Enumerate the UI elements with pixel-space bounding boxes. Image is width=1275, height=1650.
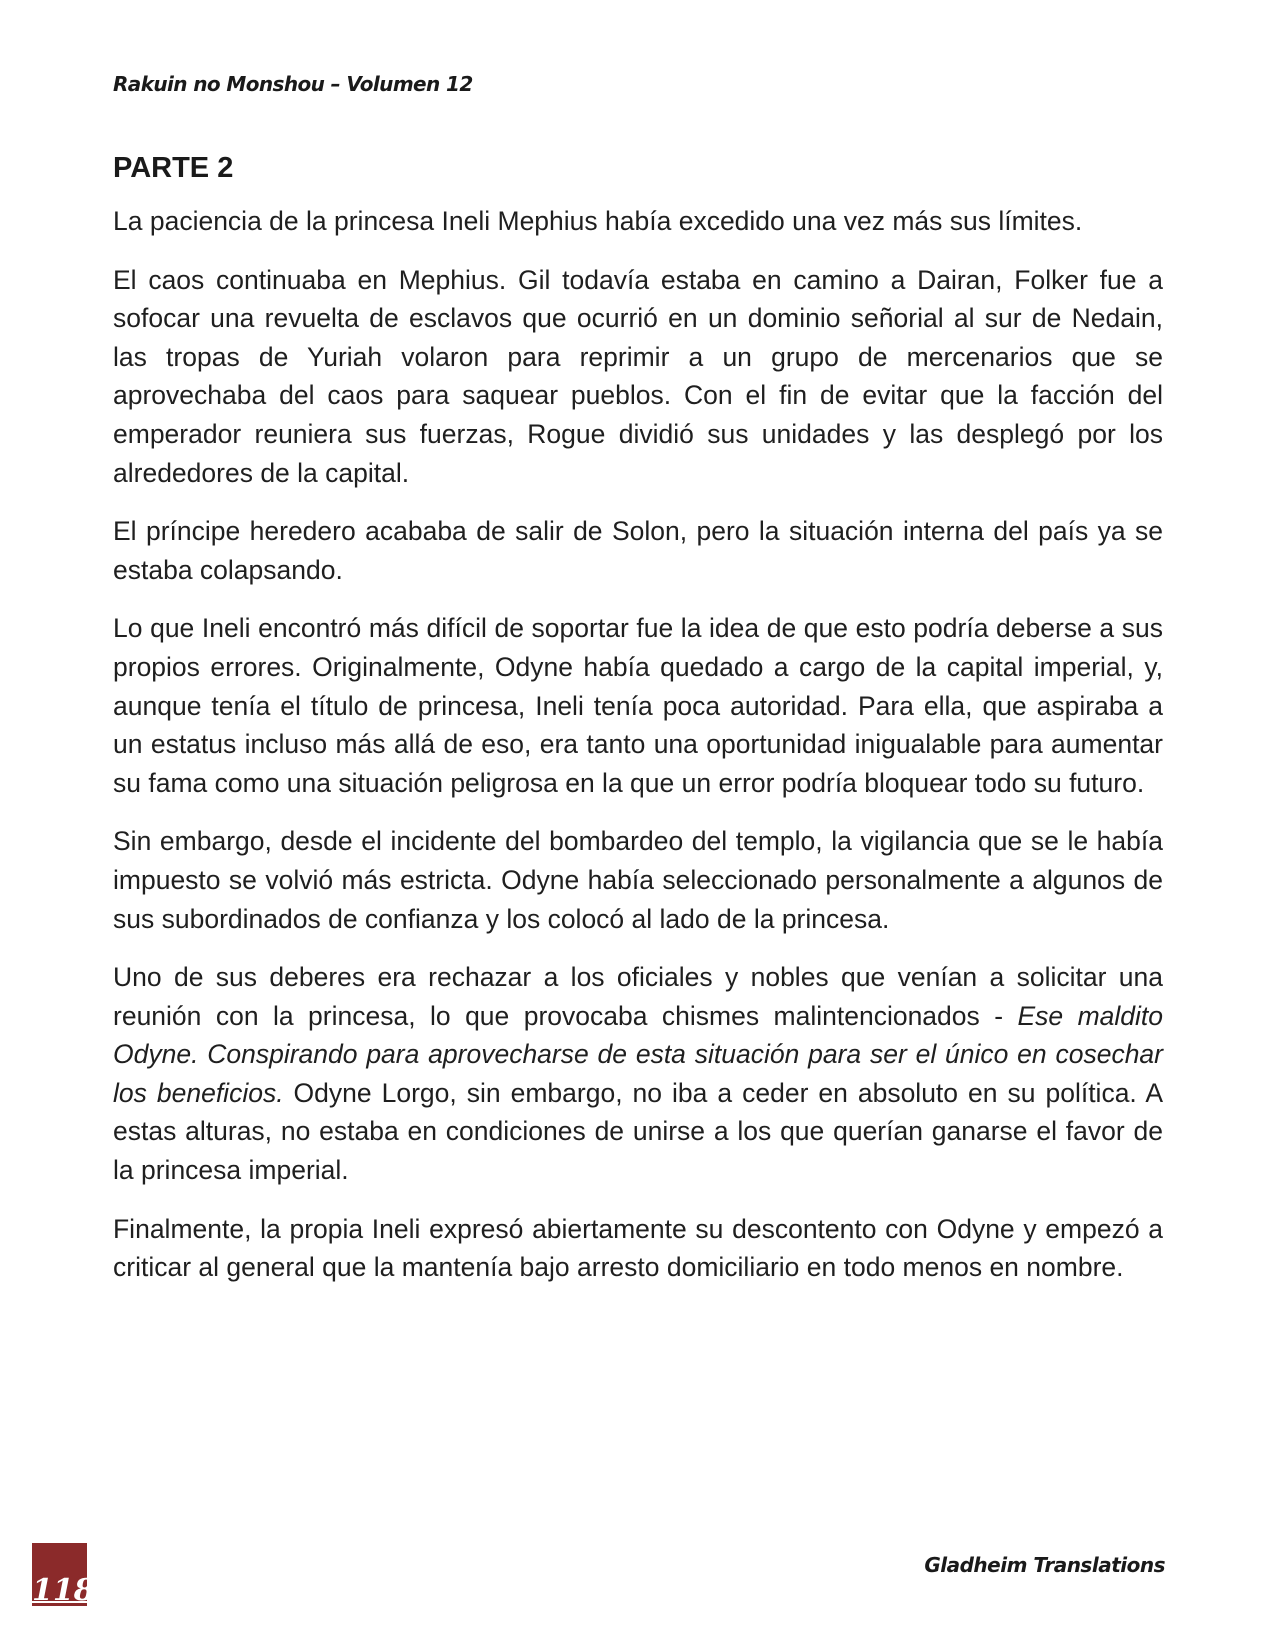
paragraph: Finalmente, la propia Ineli expresó abiertamente su descontento con Odyne y empezó a criticar al general que la mantenía bajo arresto domiciliario en todo menos en nombre.	[113, 1213, 1163, 1283]
page-number-badge	[32, 1543, 95, 1608]
paragraph: El príncipe heredero acababa de salir de Solon, pero la situación interna del país ya se estaba colapsando.	[113, 516, 1163, 585]
paragraph: La paciencia de la princesa Ineli Mephius había excedido una vez más sus límites.	[113, 206, 1083, 236]
paragraph: El caos continuaba en Mephius. Gil todavía estaba en camino a Dairan, Folker fue a sofocar una revuelta de esclavos que ocurrió en un dominio señorial al sur de Nedain, las tropas de Yuriah volaron para reprimir a un grupo de mercenarios que se aprovechaba del caos para saquear pueblos. Con el fin de evitar que la facción del emperador reuniera sus fuerzas, Rogue dividió sus unidades y las desplegó por los alrededores de la capital.	[113, 264, 1163, 488]
footer-credit: Gladheim Translations	[924, 1553, 1165, 1577]
paragraph-with-italic	[113, 958, 1163, 1190]
running-header: Rakuin no Monshou – Volumen 12	[113, 72, 473, 96]
paragraph: Lo que Ineli encontró más difícil de soportar fue la idea de que esto podría deberse a sus propios errores. Originalmente, Odyne había quedado a cargo de la capital imperial, y, aunque tenía el título de princesa, Ineli tenía poca autoridad. Para ella, que aspiraba a un estatus incluso más allá de eso, era tanto una oportunidad inigualable para aumentar su fama como una situación peligrosa en la que un error podría bloquear todo su futuro.	[113, 613, 1163, 798]
paragraph-text-before-italic: Uno de sus deberes era rechazar a los oficiales y nobles que venían a solicitar una reunión con la princesa, lo que provocaba chismes malintencionados -	[113, 962, 1163, 1031]
section-heading: PARTE 2	[113, 152, 234, 184]
paragraph: Sin embargo, desde el incidente del bombardeo del templo, la vigilancia que se le había impuesto se volvió más estricta. Odyne había seleccionado personalmente a algunos de sus subordinados de confianza y los colocó al lado de la princesa.	[113, 826, 1163, 934]
paragraph-text-after-italic: Odyne Lorgo, sin embargo, no iba a ceder en absoluto en su política. A estas alturas, no estaba en condiciones de unirse a los que querían ganarse el favor de la princesa imperial.	[113, 1077, 1163, 1186]
italic-thought: Ese maldito Odyne. Conspirando para aprovecharse de esta situación para ser el único en cosechar los beneficios.	[113, 1000, 1163, 1108]
page-body	[113, 148, 1163, 1287]
page-number: 118	[32, 1573, 95, 1608]
